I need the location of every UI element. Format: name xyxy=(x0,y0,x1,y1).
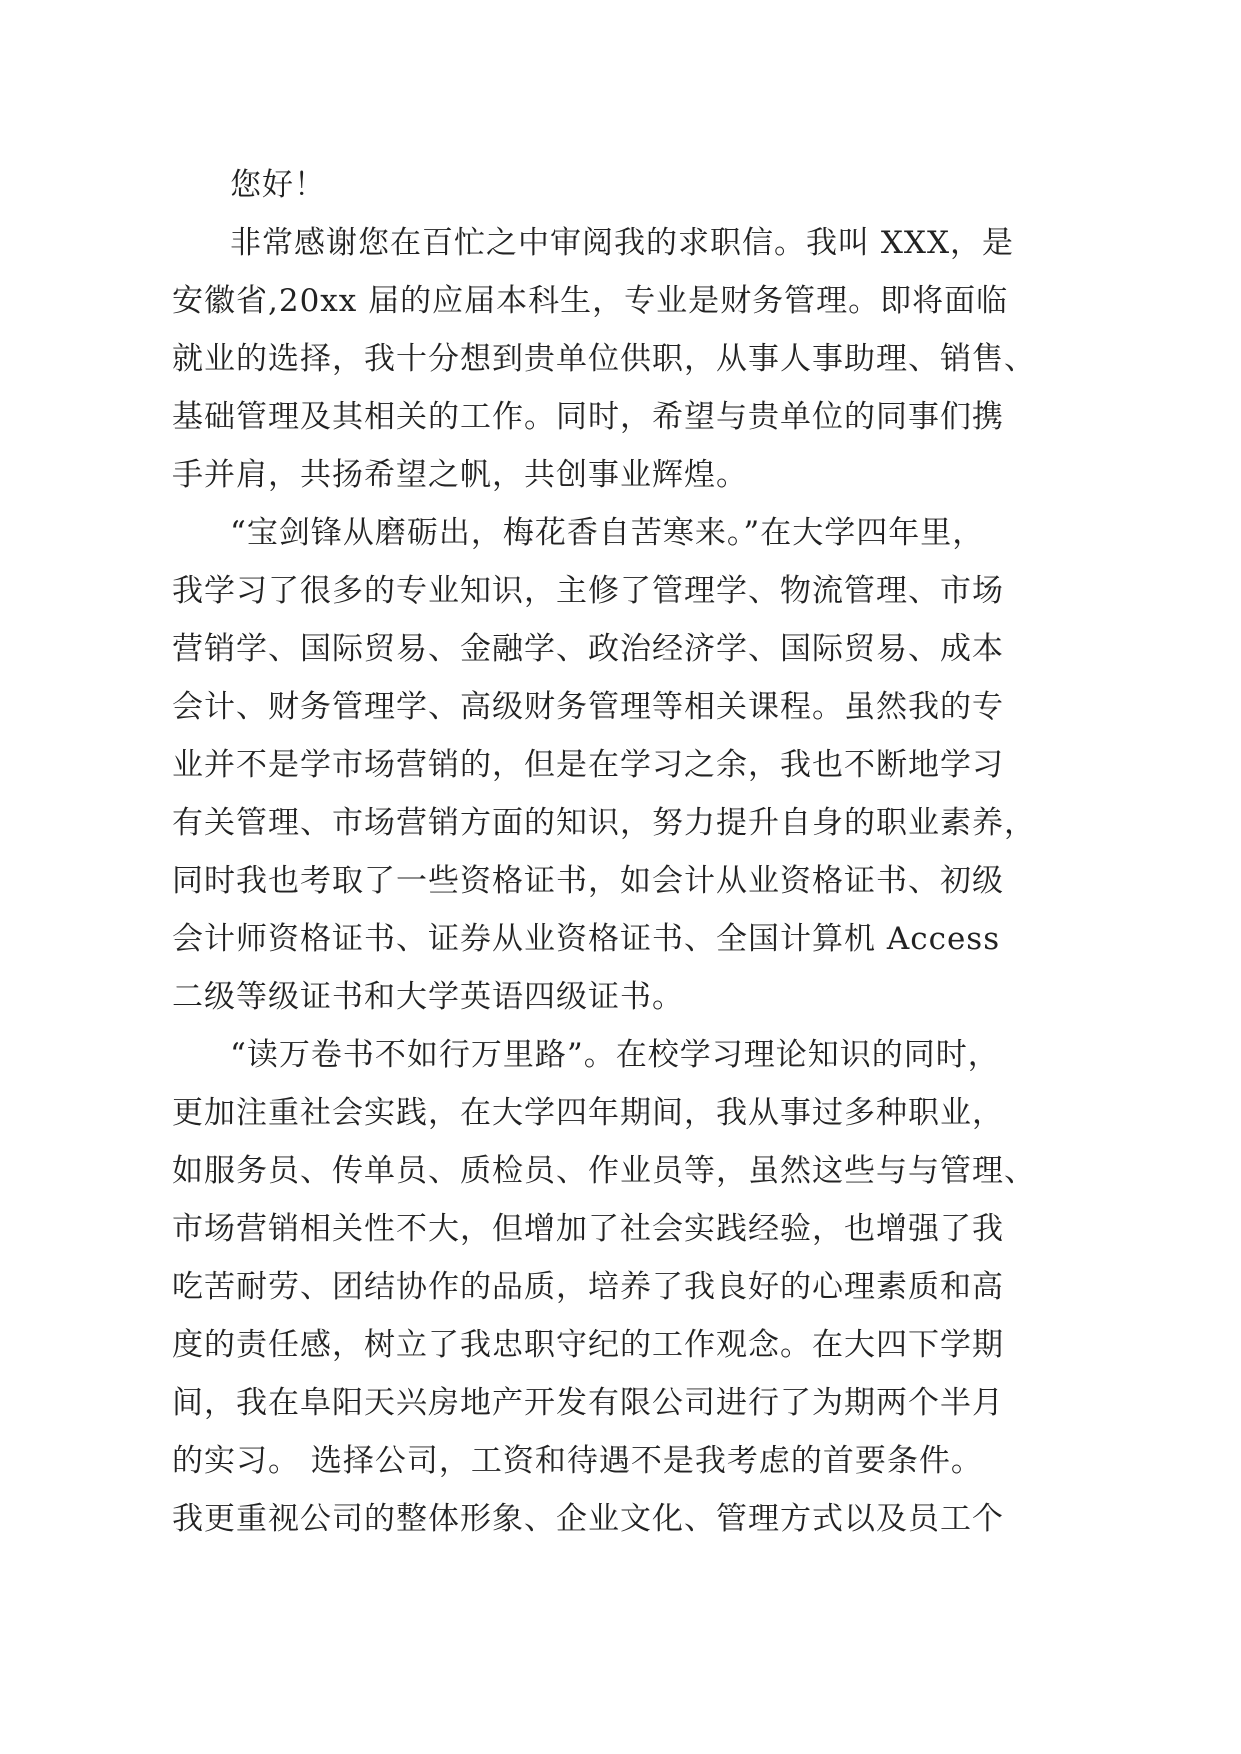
text-line: 有关管理、市场营销方面的知识，努力提升自身的职业素养， xyxy=(172,805,1036,841)
text-line: “读万卷书不如行万里路”。在校学习理论知识的同时， xyxy=(230,1037,1000,1073)
text-line: 同时我也考取了一些资格证书，如会计从业资格证书、初级 xyxy=(172,863,1004,899)
text-line: 间，我在阜阳天兴房地产开发有限公司进行了为期两个半月 xyxy=(172,1385,1004,1421)
text-line: 我学习了很多的专业知识，主修了管理学、物流管理、市场 xyxy=(172,573,1004,609)
text-line: 会计师资格证书、证券从业资格证书、全国计算机 Access xyxy=(172,921,1001,957)
text-line: 营销学、国际贸易、金融学、政治经济学、国际贸易、成本 xyxy=(172,631,1004,667)
text-line: 非常感谢您在百忙之中审阅我的求职信。我叫 XXX，是 xyxy=(230,225,1015,261)
text-line: 二级等级证书和大学英语四级证书。 xyxy=(172,979,684,1015)
text-line: 会计、财务管理学、高级财务管理等相关课程。虽然我的专 xyxy=(172,689,1004,725)
text-line: 更加注重社会实践，在大学四年期间，我从事过多种职业， xyxy=(172,1095,1004,1131)
text-line: 基础管理及其相关的工作。同时，希望与贵单位的同事们携 xyxy=(172,399,1004,435)
text-line: 市场营销相关性不大，但增加了社会实践经验，也增强了我 xyxy=(172,1211,1004,1247)
text-line: 吃苦耐劳、团结协作的品质，培养了我良好的心理素质和高 xyxy=(172,1269,1004,1305)
text-line: 安徽省,20xx 届的应届本科生，专业是财务管理。即将面临 xyxy=(172,283,1009,319)
text-line: 手并肩，共扬希望之帆，共创事业辉煌。 xyxy=(172,457,748,493)
text-line: 业并不是学市场营销的，但是在学习之余，我也不断地学习 xyxy=(172,747,1004,783)
text-line: 我更重视公司的整体形象、企业文化、管理方式以及员工个 xyxy=(172,1501,1004,1537)
greeting-line: 您好！ xyxy=(230,167,326,203)
text-line: 就业的选择，我十分想到贵单位供职，从事人事助理、销售、 xyxy=(172,341,1036,377)
text-line: “宝剑锋从磨砺出，梅花香自苦寒来。”在大学四年里， xyxy=(230,515,985,551)
text-line: 度的责任感，树立了我忠职守纪的工作观念。在大四下学期 xyxy=(172,1327,1004,1363)
text-line: 的实习。 选择公司，工资和待遇不是我考虑的首要条件。 xyxy=(172,1443,983,1479)
text-line: 如服务员、传单员、质检员、作业员等，虽然这些与与管理、 xyxy=(172,1153,1036,1189)
